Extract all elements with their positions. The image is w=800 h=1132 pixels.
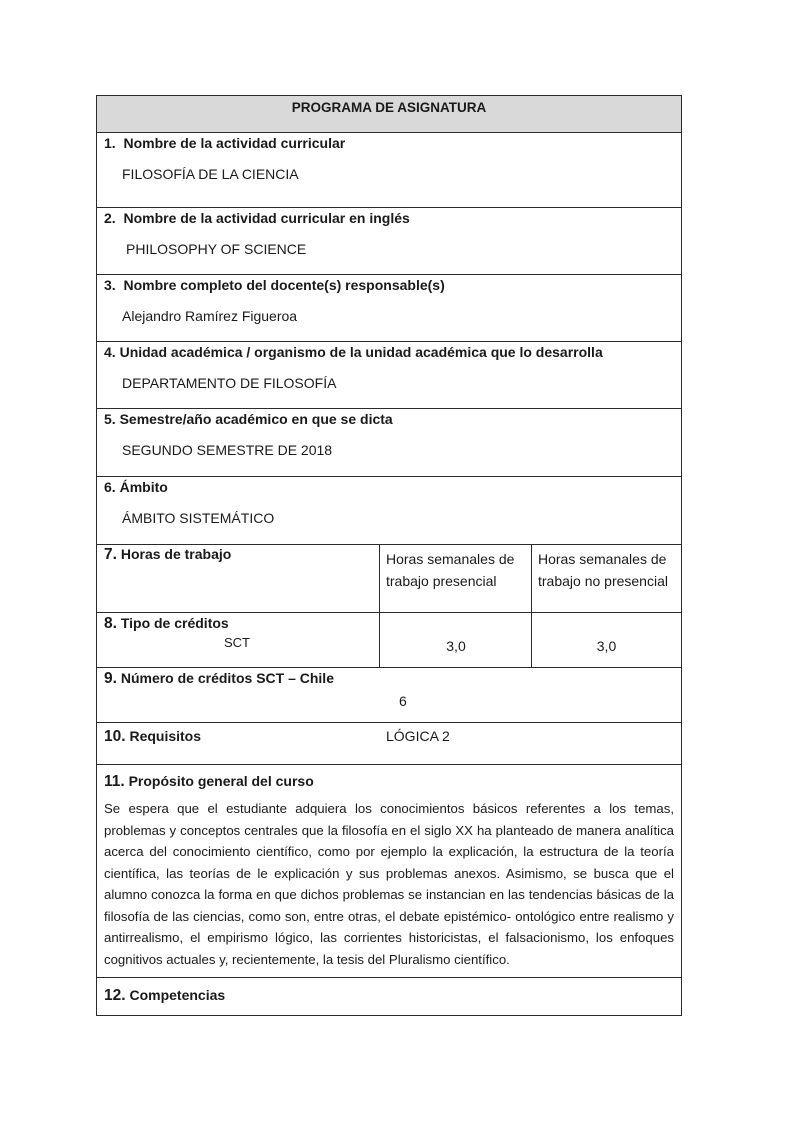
- section-row-4: [97, 341, 681, 408]
- document-title: PROGRAMA DE ASIGNATURA: [291, 100, 487, 115]
- course-name-value: FILOSOFÍA DE LA CIENCIA: [122, 166, 299, 182]
- section-label: 3. Nombre completo del docente(s) responsable(s): [104, 277, 445, 293]
- requirements-value: LÓGICA 2: [386, 728, 450, 744]
- table-header: [97, 96, 681, 132]
- course-program-table: [96, 95, 682, 1016]
- section-label: 6. Ámbito: [104, 479, 168, 495]
- competencies-label: 12. Competencias: [104, 987, 226, 1004]
- credits-number-row: [97, 667, 681, 722]
- purpose-label: 11. Propósito general del curso: [104, 773, 314, 790]
- purpose-text: Se espera que el estudiante adquiera los conocimientos básicos referentes a los temas, problemas y conceptos centrales que la filosofía en el siglo XX ha planteado de manera analítica acerca del conocimiento científico, como por ejemplo la explicación, la estructura de la teoría científica, las teorías de le explicación y sus problemas anexos. Asimismo, se busca que el alumno conozca la forma en que dichos problemas se instancian en las tendencias básicas de la filosofía de las ciencias, como son, entre otras, el debate epistémico- ontológico entre realismo y antirrealismo, el empirismo lógico, las corrientes historicistas, el falsacionismo, los enfoques cognitivos actuales y, recientemente, la tesis del Pluralismo científico.: [104, 801, 674, 967]
- credits-number-value: 6: [399, 693, 407, 709]
- credits-type-label: 8. Tipo de créditos: [104, 615, 229, 632]
- credits-no-presencial-value: 3,0: [596, 638, 617, 654]
- hours-no-presencial-header: Horas semanales de trabajo no presencial: [531, 545, 681, 612]
- hours-row: [97, 544, 681, 612]
- credits-no-presencial-cell: [531, 613, 681, 667]
- purpose-row: [97, 764, 681, 977]
- teacher-name-value: Alejandro Ramírez Figueroa: [122, 308, 298, 324]
- section-row-6: [97, 476, 681, 544]
- course-name-english-value: PHILOSOPHY OF SCIENCE: [126, 241, 307, 257]
- section-label: 5. Semestre/año académico en que se dicta: [104, 411, 393, 427]
- section-label: 2. Nombre de la actividad curricular en inglés: [104, 210, 410, 226]
- hours-label: 7. Horas de trabajo: [104, 546, 232, 563]
- hours-presencial-header: Horas semanales de trabajo presencial: [379, 545, 532, 612]
- section-row-3: [97, 274, 681, 341]
- section-row-5: [97, 408, 681, 476]
- competencies-row: [97, 977, 681, 1015]
- academic-unit-value: DEPARTAMENTO DE FILOSOFÍA: [122, 375, 337, 391]
- requirements-label: 10. Requisitos: [104, 728, 202, 745]
- section-label: 1. Nombre de la actividad curricular: [104, 135, 346, 151]
- section-label: 4. Unidad académica / organismo de la unidad académica que lo desarrolla: [104, 344, 603, 360]
- semester-value: SEGUNDO SEMESTRE DE 2018: [122, 442, 333, 458]
- credits-presencial-value: 3,0: [446, 638, 466, 654]
- credits-presencial-cell: [379, 613, 532, 667]
- scope-value: ÁMBITO SISTEMÁTICO: [122, 510, 275, 526]
- credits-number-label: 9. Número de créditos SCT – Chile: [104, 670, 334, 687]
- credits-type-row: [97, 612, 681, 667]
- section-row-1: [97, 132, 681, 207]
- credits-type-value: SCT: [224, 635, 250, 650]
- requirements-row: [97, 722, 681, 764]
- section-row-2: [97, 207, 681, 274]
